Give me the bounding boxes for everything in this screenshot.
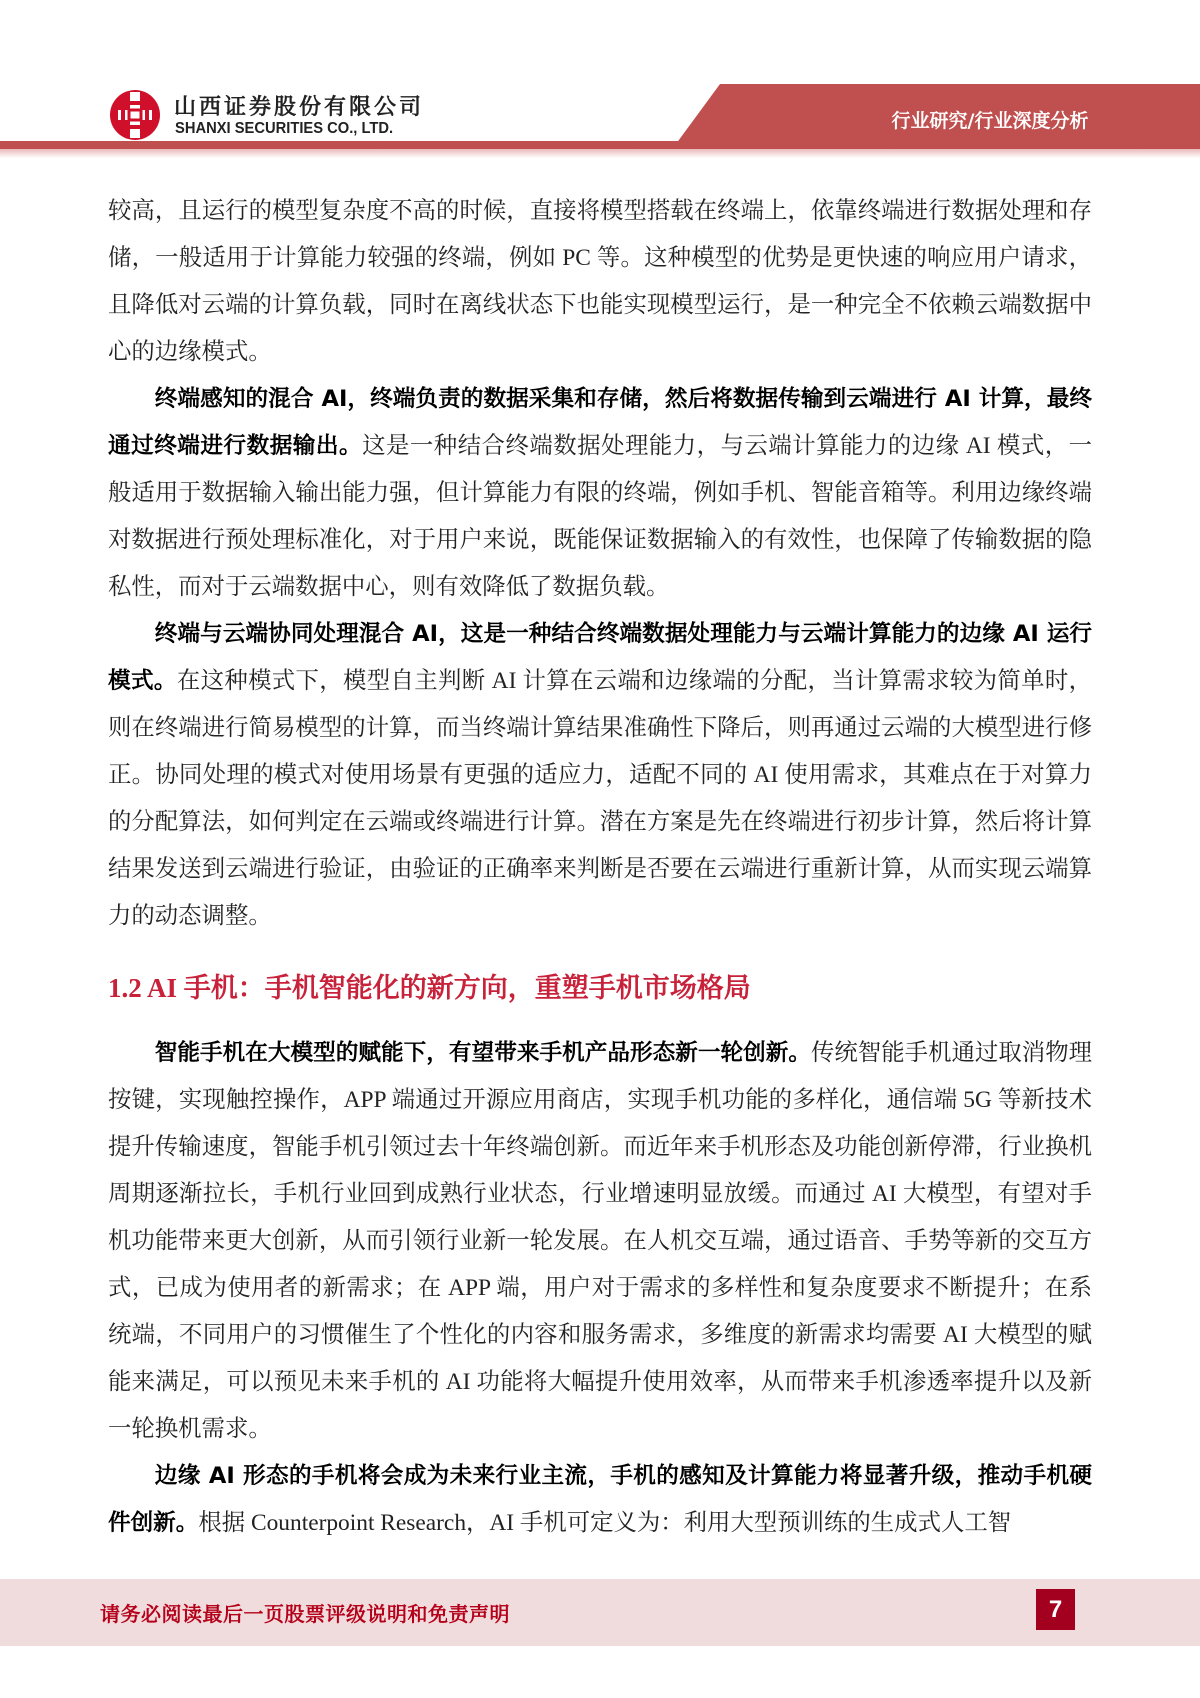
- company-name-en: SHANXI SECURITIES CO., LTD.: [175, 120, 394, 137]
- company-logo-icon: [108, 88, 162, 142]
- paragraph-text: 在这种模式下，模型自主判断 AI 计算在云端和边缘端的分配，当计算需求较为简单时，则在终端进行简易模型的计算，而当终端计算结果准确性下降后，则再通过云端的大模型进行修正。协同处理的模式对使用场景有更强的适应力，适配不同的 AI 使用需求，其难点在于对算力的分配算法，如何判定在云端或终端进行计算。潜在方案是先在终端进行初步计算，然后将计算结果发送到云端进行验证，由验证的正确率来判断是否要在云端进行重新计算，从而实现云端算力的动态调整。: [108, 668, 1093, 929]
- header-band: [0, 0, 1200, 170]
- paragraph: [108, 1453, 1092, 1547]
- body-section-1: [108, 188, 1092, 940]
- body-section-2: [108, 1030, 1092, 1547]
- paragraph: [108, 611, 1092, 940]
- paragraph: [108, 376, 1092, 611]
- report-type: 行业研究/行业深度分析: [891, 110, 1089, 132]
- company-name-cn: 山西证券股份有限公司: [174, 95, 425, 120]
- paragraph-lead: 智能手机在大模型的赋能下，有望带来手机产品形态新一轮创新。: [154, 1040, 811, 1066]
- paragraph-lead: 终端与云端协同处理混合 AI，这是一种结合终端数据处理能力与云端计算能力的边缘 AI 运行模式。: [108, 621, 1092, 694]
- paragraph: 较高，且运行的模型复杂度不高的时候，直接将模型搭载在终端上，依靠终端进行数据处理和存储，一般适用于计算能力较强的终端，例如 PC 等。这种模型的优势是更快速的响应用户请求，且降低对云端的计算负载，同时在离线状态下也能实现模型运行，是一种完全不依赖云端数据中心的边缘模式。: [108, 198, 1092, 365]
- paragraph-lead: 边缘 AI 形态的手机将会成为未来行业主流，手机的感知及计算能力将显著升级，推动手机硬件创新。: [108, 1463, 1092, 1536]
- paragraph-text: 这是一种结合终端数据处理能力，与云端计算能力的边缘 AI 模式，一般适用于数据输入输出能力强，但计算能力有限的终端，例如手机、智能音箱等。利用边缘终端对数据进行预处理标准化，对于用户来说，既能保证数据输入的有效性，也保障了传输数据的隐私性，而对于云端数据中心，则有效降低了数据负载。: [108, 433, 1093, 600]
- footer: [0, 1579, 1200, 1646]
- paragraph-lead: 终端感知的混合 AI，终端负责的数据采集和存储，然后将数据传输到云端进行 AI 计算，最终通过终端进行数据输出。: [108, 386, 1092, 459]
- paragraph-text: 根据 Counterpoint Research，AI 手机可定义为：利用大型预训练的生成式人工智: [198, 1510, 1012, 1536]
- section-heading: 1.2 AI 手机：手机智能化的新方向，重塑手机市场格局: [108, 973, 751, 1003]
- paragraph-text: 传统智能手机通过取消物理按键，实现触控操作，APP 端通过开源应用商店，实现手机功能的多样化，通信端 5G 等新技术提升传输速度，智能手机引领过去十年终端创新。而近年来手机形态及功能创新停滞，行业换机周期逐渐拉长，手机行业回到成熟行业状态，行业增速明显放缓。而通过 AI 大模型，有望对手机功能带来更大创新，从而引领行业新一轮发展。在人机交互端，通过语音、手势等新的交互方式，已成为使用者的新需求；在 APP 端，用户对于需求的多样性和复杂度要求不断提升；在系统端，不同用户的习惯催生了个性化的内容和服务需求，多维度的新需求均需要 AI 大模型的赋能来满足，可以预见未来手机的 AI 功能将大幅提升使用效率，从而带来手机渗透率提升以及新一轮换机需求。: [108, 1040, 1093, 1442]
- disclaimer-link: 请务必阅读最后一页股票评级说明和免责声明: [100, 1602, 510, 1626]
- paragraph: [108, 1030, 1092, 1453]
- page-number: 7: [1036, 1589, 1075, 1630]
